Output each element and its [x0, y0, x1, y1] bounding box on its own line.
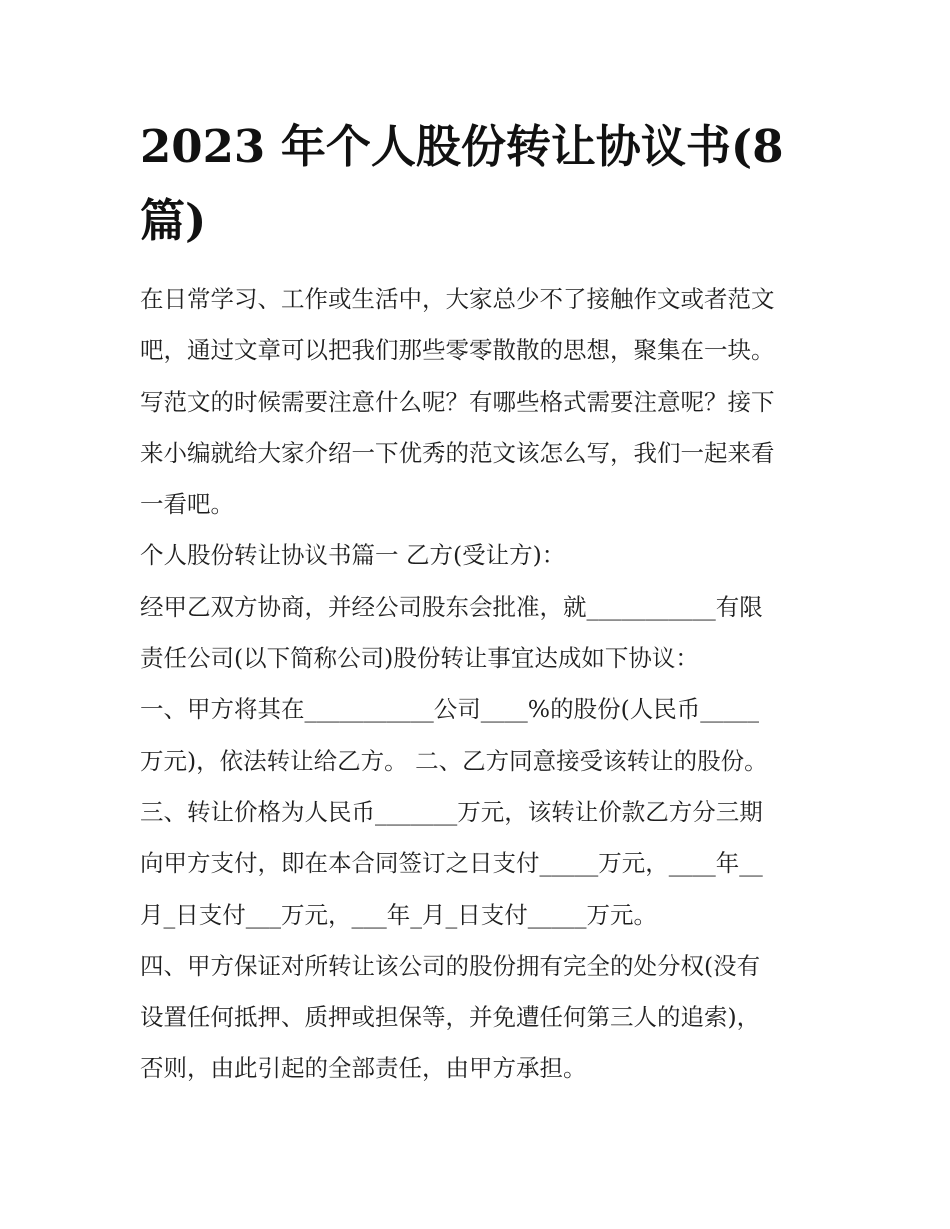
clause-line: 向甲方支付，即在本合同签订之日支付_____万元，____年__: [140, 849, 763, 878]
section-heading: 个人股份转让协议书篇一 乙方(受让方)：: [140, 541, 566, 570]
body-line: 来小编就给大家介绍一下优秀的范文该怎么写，我们一起来看: [140, 438, 775, 467]
title-line-2: 篇): [140, 194, 207, 247]
clause-line: 月_日支付___万元，___年_月_日支付_____万元。: [140, 900, 657, 929]
title-line-1: 2023 年个人股份转让协议书(8: [140, 120, 784, 173]
clause-line: 否则，由此引起的全部责任，由甲方承担。: [140, 1054, 587, 1083]
body-line: 吧，通过文章可以把我们那些零零散散的思想，聚集在一块。: [140, 336, 775, 365]
document-body: [140, 274, 830, 1095]
body-line: 责任公司(以下简称公司)股份转让事宜达成如下协议：: [140, 644, 699, 673]
clause-line: 设置任何抵押、质押或担保等，并免遭任何第三人的追索)，: [140, 1003, 761, 1032]
document-title: [140, 110, 820, 258]
clause-line: 四、甲方保证对所转让该公司的股份拥有完全的处分权(没有: [140, 951, 761, 980]
clause-line: 三、转让价格为人民币_______万元，该转让价款乙方分三期: [140, 797, 763, 826]
clause-line: 一、甲方将其在___________公司____%的股份(人民币_____: [140, 695, 759, 724]
body-line: 写范文的时候需要注意什么呢？有哪些格式需要注意呢？接下: [140, 387, 775, 416]
body-line: 经甲乙双方协商，并经公司股东会批准，就___________有限: [140, 592, 763, 621]
body-line: 在日常学习、工作或生活中，大家总少不了接触作文或者范文: [140, 285, 775, 313]
body-line: 一看吧。: [140, 490, 234, 519]
clause-line: 万元)，依法转让给乙方。 二、乙方同意接受该转让的股份。: [140, 746, 768, 775]
